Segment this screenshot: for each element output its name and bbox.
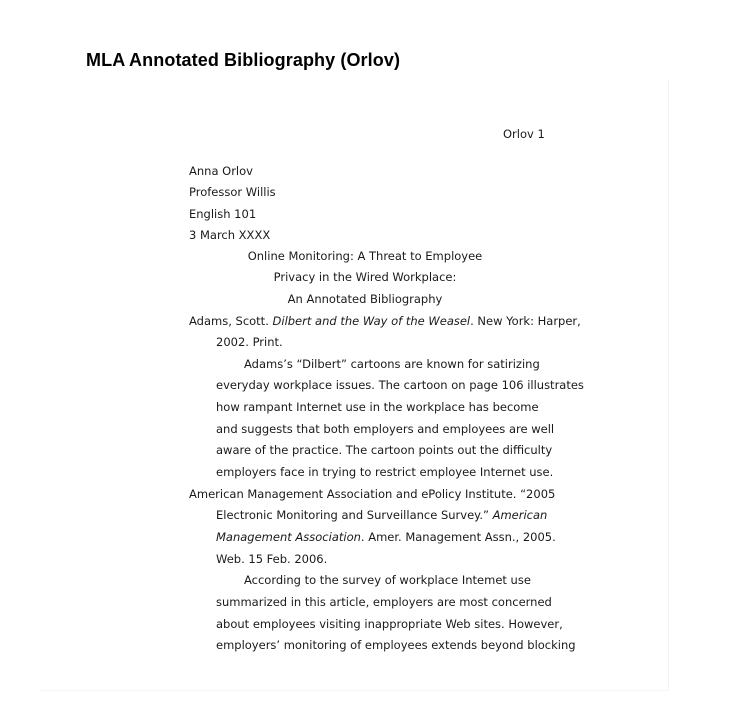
entry-1-annotation-line-2: everyday workplace issues. The cartoon on page 106 illustrates: [216, 378, 584, 392]
running-head: Orlov 1: [503, 127, 545, 141]
entry-2-citation-line-1: American Management Association and ePolicy Institute. “2005: [189, 487, 556, 501]
entry-2-citation-line-3: [216, 530, 556, 544]
citation-author: Adams, Scott.: [189, 314, 273, 328]
paper-title-line-1: Online Monitoring: A Threat to Employee: [247, 249, 483, 263]
entry-2-annotation-line-4: employers’ monitoring of employees extends beyond blocking: [216, 638, 576, 652]
citation-publisher: . New York: Harper,: [470, 314, 581, 328]
entry-1-annotation-line-4: and suggests that both employers and employees are well: [216, 422, 555, 436]
citation-publisher: . Amer. Management Assn., 2005.: [360, 530, 556, 544]
citation-article-title: Electronic Monitoring and Surveillance Survey.”: [216, 508, 493, 522]
date-line: 3 March XXXX: [189, 228, 271, 242]
citation-site-title: American: [492, 508, 548, 522]
instructor-name: Professor Willis: [189, 185, 276, 199]
citation-site-title-cont: Management Association: [216, 530, 361, 544]
entry-1-annotation-line-3: how rampant Internet use in the workplace has become: [216, 400, 539, 414]
entry-2-annotation-line-2: summarized in this article, employers are most concerned: [216, 595, 552, 609]
author-name: Anna Orlov: [189, 164, 253, 178]
entry-2-citation-line-2: [216, 508, 547, 522]
entry-2-annotation-line-1: According to the survey of workplace Intemet use: [244, 573, 531, 587]
entry-1-annotation-line-5: aware of the practice. The cartoon points out the difficulty: [216, 443, 553, 457]
entry-1-annotation-line-6: employers face in trying to restrict employee Internet use.: [216, 465, 554, 479]
citation-book-title: Dilbert and the Way of the Weasel: [272, 314, 471, 328]
entry-2-citation-line-4: Web. 15 Feb. 2006.: [216, 552, 328, 566]
entry-2-annotation-line-3: about employees visiting inappropriate Web sites. However,: [216, 617, 563, 631]
paper-title-line-2: Privacy in the Wired Workplace:: [273, 270, 457, 284]
entry-1-citation-line-2: 2002. Print.: [216, 335, 283, 349]
course-name: English 101: [189, 207, 257, 221]
entry-1-citation-line-1: [189, 314, 581, 328]
entry-1-annotation-line-1: Adams’s “Dilbert” cartoons are known for satirizing: [244, 357, 540, 371]
paper-title-line-3: An Annotated Bibliography: [287, 292, 443, 306]
document-title: MLA Annotated Bibliography (Orlov): [86, 50, 401, 70]
